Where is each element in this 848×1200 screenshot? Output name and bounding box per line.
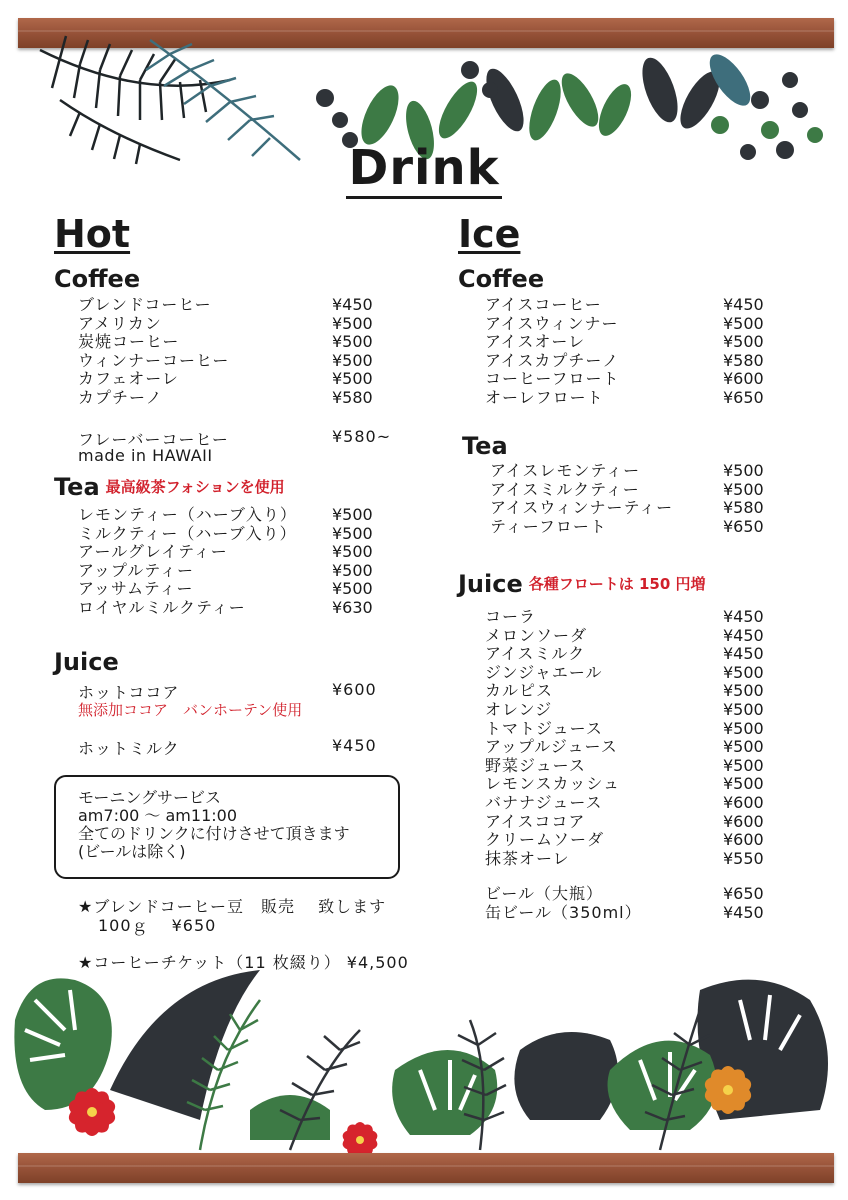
menu-item-row <box>490 481 785 500</box>
menu-item-price: ¥450 <box>332 295 373 314</box>
hot-coffee-heading: Coffee <box>54 265 141 293</box>
ice-title: Ice <box>458 212 521 256</box>
ice-coffee-heading: Coffee <box>458 265 545 293</box>
menu-item-price: ¥500 <box>332 313 373 333</box>
menu-item-price: ¥500 <box>332 350 373 370</box>
menu-item-name: レモンティー（ハーブ入り） <box>78 505 297 524</box>
menu-item-name: アイスミルクティー <box>490 479 640 499</box>
menu-item-row <box>78 562 398 581</box>
menu-item-row <box>485 315 785 334</box>
menu-item-price: ¥450 <box>723 902 764 922</box>
morning-service-exclusion: (ビールは除く) <box>78 842 186 861</box>
hot-tea-heading <box>54 473 285 501</box>
menu-item-name: アッサムティー <box>78 579 194 599</box>
menu-item-price: ¥600 <box>723 369 764 389</box>
ice-coffee-list <box>485 296 785 408</box>
menu-item-price: ¥600 <box>723 811 764 831</box>
menu-item-row <box>490 518 785 537</box>
menu-item-row <box>78 580 398 599</box>
menu-item-price: ¥650 <box>723 387 764 407</box>
menu-item-name: アイスカプチーノ <box>485 350 620 370</box>
coffee-beans-price: 100ｇ ¥650 <box>98 916 217 935</box>
menu-item-price: ¥500 <box>723 461 764 480</box>
hot-juice-heading: Juice <box>54 648 119 676</box>
menu-item-price: ¥500 <box>723 332 764 352</box>
menu-item-row <box>485 645 785 664</box>
menu-item-price: ¥500 <box>723 755 764 775</box>
ice-juice-list <box>485 608 785 868</box>
menu-item-row <box>485 904 785 923</box>
menu-item-name: 缶ビール（350ml） <box>485 902 642 922</box>
hot-milk-name: ホットミルク <box>78 739 180 758</box>
menu-item-row <box>485 701 785 720</box>
coffee-ticket: ★コーヒーチケット（11 枚綴り） ¥4,500 <box>78 953 409 972</box>
menu-item-name: コーラ <box>485 607 537 626</box>
menu-item-row <box>485 352 785 371</box>
menu-item-name: アイスコーヒー <box>485 295 602 314</box>
menu-item-row <box>78 543 398 562</box>
bottom-wood-plank <box>18 1153 834 1183</box>
menu-item-row <box>78 599 398 618</box>
menu-item-row <box>485 370 785 389</box>
menu-item-row <box>78 333 398 352</box>
menu-item-price: ¥450 <box>723 644 764 664</box>
menu-item-name: 抹茶オーレ <box>485 848 570 868</box>
menu-item-name: アップルティー <box>78 560 194 580</box>
menu-item-price: ¥650 <box>723 884 764 903</box>
morning-service-title: モーニングサービス <box>78 788 222 807</box>
menu-item-name: ティーフロート <box>490 516 607 536</box>
menu-item-row <box>485 627 785 646</box>
menu-item-name: クリームソーダ <box>485 830 605 850</box>
menu-item-row <box>485 296 785 315</box>
hot-cocoa-name: ホットココア <box>78 683 180 702</box>
menu-item-row <box>485 831 785 850</box>
menu-item-name: ビール（大瓶） <box>485 884 604 903</box>
menu-item-row <box>485 794 785 813</box>
bottom-foliage-decoration <box>0 960 848 1155</box>
menu-item-price: ¥500 <box>332 560 373 580</box>
menu-item-row <box>485 775 785 794</box>
menu-item-name: アップルジュース <box>485 737 618 757</box>
monstera-leaf-icon <box>14 970 828 1140</box>
menu-item-name: トマトジュース <box>485 718 603 738</box>
menu-item-price: ¥500 <box>723 479 764 499</box>
menu-item-name: ロイヤルミルクティー <box>78 597 246 617</box>
menu-item-row <box>485 885 785 904</box>
menu-item-name: ウィンナーコーヒー <box>78 350 230 370</box>
menu-item-name: ミルクティー（ハーブ入り） <box>78 523 297 543</box>
menu-item-price: ¥580 <box>723 350 764 370</box>
menu-item-price: ¥500 <box>723 737 764 757</box>
flavor-coffee-origin: made in HAWAII <box>78 446 213 465</box>
menu-item-price: ¥450 <box>723 295 764 314</box>
menu-item-row <box>78 525 398 544</box>
menu-item-price: ¥650 <box>723 516 764 536</box>
menu-item-name: アイスウィンナーティー <box>490 498 674 518</box>
menu-item-name: カフェオーレ <box>78 369 179 389</box>
flavor-coffee-price: ¥580~ <box>332 427 392 446</box>
menu-item-price: ¥580 <box>723 498 764 518</box>
menu-item-row <box>78 352 398 371</box>
hot-milk-price: ¥450 <box>332 736 377 755</box>
menu-item-price: ¥500 <box>332 332 373 352</box>
ice-tea-heading: Tea <box>462 432 508 460</box>
menu-item-name: ジンジャエール <box>485 662 603 682</box>
menu-item-price: ¥500 <box>723 313 764 333</box>
flavor-coffee-name: フレーバーコーヒー <box>78 430 229 449</box>
menu-item-price: ¥450 <box>723 607 764 626</box>
menu-item-name: 野菜ジュース <box>485 755 586 775</box>
menu-item-name: バナナジュース <box>485 792 603 812</box>
menu-item-price: ¥450 <box>723 625 764 645</box>
menu-item-name: アールグレイティー <box>78 542 228 562</box>
menu-item-name: アイスレモンティー <box>490 461 641 480</box>
menu-title <box>0 140 848 196</box>
hot-tea-heading-text: Tea <box>54 473 100 501</box>
menu-item-price: ¥600 <box>723 830 764 850</box>
menu-item-row <box>485 850 785 869</box>
menu-item-price: ¥500 <box>723 681 764 701</box>
menu-item-name: アメリカン <box>78 313 162 333</box>
menu-item-row <box>78 296 398 315</box>
menu-item-price: ¥500 <box>332 505 373 524</box>
menu-item-name: ブレンドコーヒー <box>78 295 212 314</box>
menu-item-name: アイスウィンナー <box>485 313 619 333</box>
menu-item-row <box>485 608 785 627</box>
menu-item-price: ¥500 <box>723 774 764 794</box>
menu-item-name: オーレフロート <box>485 387 604 407</box>
menu-item-name: コーヒーフロート <box>485 369 620 389</box>
menu-item-row <box>490 462 785 481</box>
menu-item-price: ¥550 <box>723 848 764 868</box>
menu-item-price: ¥500 <box>332 369 373 389</box>
menu-item-row <box>78 389 398 408</box>
menu-item-row <box>485 757 785 776</box>
menu-item-name: アイスココア <box>485 811 586 831</box>
menu-item-price: ¥500 <box>332 523 373 543</box>
menu-item-name: アイスミルク <box>485 644 586 664</box>
menu-item-row <box>485 389 785 408</box>
hot-cocoa-price: ¥600 <box>332 680 377 699</box>
menu-item-price: ¥500 <box>723 699 764 719</box>
menu-item-row <box>78 315 398 334</box>
menu-item-row <box>485 664 785 683</box>
menu-item-price: ¥500 <box>723 718 764 738</box>
hot-tea-note: 最高級茶フォションを使用 <box>105 478 285 496</box>
menu-item-row <box>490 499 785 518</box>
ice-juice-note: 各種フロートは 150 円増 <box>528 575 706 593</box>
menu-item-price: ¥600 <box>723 792 764 812</box>
hot-title: Hot <box>54 212 131 256</box>
coffee-beans-sale: ★ブレンドコーヒー豆 販売 致します <box>78 897 387 916</box>
menu-item-price: ¥630 <box>332 597 373 617</box>
menu-item-name: オレンジ <box>485 699 553 719</box>
menu-item-name: アイスオーレ <box>485 332 586 352</box>
menu-item-row <box>78 506 398 525</box>
menu-item-row <box>485 333 785 352</box>
menu-item-price: ¥500 <box>723 662 764 682</box>
menu-item-row <box>78 370 398 389</box>
menu-item-row <box>485 682 785 701</box>
menu-item-name: 炭焼コーヒー <box>78 332 180 352</box>
morning-service-desc: 全てのドリンクに付けさせて頂きます <box>78 824 350 843</box>
hot-tea-list <box>78 506 398 618</box>
menu-item-row <box>485 738 785 757</box>
menu-item-name: メロンソーダ <box>485 625 588 645</box>
menu-item-price: ¥580 <box>332 387 373 407</box>
menu-title-text: Drink <box>346 140 501 199</box>
ice-tea-list <box>490 462 785 536</box>
morning-service-hours: am7:00 ～ am11:00 <box>78 806 237 825</box>
hot-coffee-list <box>78 296 398 408</box>
beer-list <box>485 885 785 922</box>
menu-item-row <box>485 813 785 832</box>
menu-item-row <box>485 720 785 739</box>
menu-item-price: ¥500 <box>332 579 373 599</box>
morning-service-box <box>54 775 400 879</box>
menu-item-name: レモンスカッシュ <box>485 774 621 794</box>
menu-item-price: ¥500 <box>332 542 373 562</box>
menu-item-name: カプチーノ <box>78 387 163 407</box>
ice-juice-heading <box>458 570 706 598</box>
hot-cocoa-note: 無添加ココア バンホーテン使用 <box>78 701 303 719</box>
menu-item-name: カルピス <box>485 681 554 701</box>
ice-juice-heading-text: Juice <box>458 570 523 598</box>
